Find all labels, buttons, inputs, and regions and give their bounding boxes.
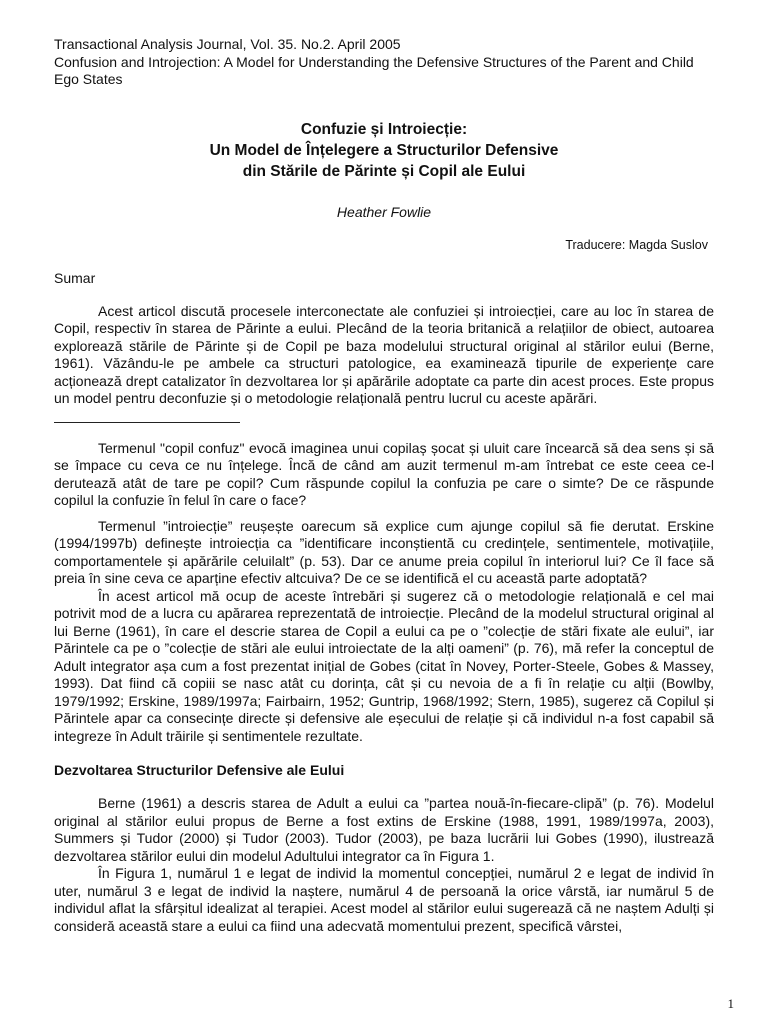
page-number: 1	[727, 996, 734, 1011]
english-title: Confusion and Introjection: A Model for Understanding the Defensive Structures of the Parent and Child Ego States	[54, 53, 694, 87]
author-name: Heather Fowlie	[336, 203, 432, 220]
body-paragraph-3: În acest articol mă ocup de aceste întrebări și sugerez că o metodologie relațională e cel mai potrivit mod de a lucra cu apărarea reprezentată de introiecție. Plecând de la modelul structural original al lui Berne (1961), în care el descrie starea de Copil a eului ca pe o ”colecție de stări fixate ale eului”, iar Părintele ca pe o ”colecție de stări ale eului introiectate de la alți oameni” (p. 76), mă refer la conceptul de Adult integrator așa cum a fost prezentat inițial de Gobes (citat în Novey, Porter-Steele, Gobes & Massey, 1993). Dat fiind că copiii se nasc atât cu dorința, cât și cu nevoia de a fi în relație cu alții (Bowlby, 1979/1992; Erskine, 1989/1997a; Fairbairn, 1952; Guntrip, 1968/1992; Stern, 1985), sugerez că Copilul și Părintele apar ca consecințe directe și defensive ale eșecului de relație și că individul n-a fost capabil să integreze în Adult trăirile și sentimentele rezultate.	[54, 587, 714, 744]
summary-heading: Sumar	[54, 269, 96, 286]
translator-credit: Traducere: Magda Suslov	[565, 237, 708, 252]
body-paragraph-1: Termenul "copil confuz" evocă imaginea unui copilaș șocat și uluit care încearcă să dea sens și să se împace cu ceva ce nu înțelege. Încă de când am auzit termenul m-am întrebat ce este ceea ce-l derutează atât de tare pe copil? Cum răspunde copilul la confuzia pe care o simte? De ce răspunde copilul la confuzie în felul în care o face?	[54, 439, 714, 508]
title-line-2: Un Model de Înțelegere a Structurilor Defensive	[209, 141, 559, 159]
section-heading: Dezvoltarea Structurilor Defensive ale Eului	[54, 762, 345, 778]
title-line-3: din Stările de Părinte și Copil ale Eului	[242, 162, 526, 180]
document-page	[54, 36, 714, 935]
summary-paragraph: Acest articol discută procesele interconectate ale confuziei și introiecției, care au loc în starea de Copil, respectiv în starea de Părinte a eului. Plecând de la teoria britanică a relațiilor de obiect, autoarea explorează stările de Părinte și de Copil pe baza modelului structural original al stărilor eului (Berne, 1961). Văzându-le pe ambele ca structuri patologice, ea examinează tipurile de experiențe care acționează drept catalizator în dezvoltarea lor și apărările adoptate ca parte din acest proces. Este propus un model pentru deconfuzie și o metodologie relațională pentru lucrul cu aceste apărări.	[54, 302, 714, 406]
journal-citation: Transactional Analysis Journal, Vol. 35. No.2. April 2005	[54, 36, 401, 52]
section-paragraph-2: În Figura 1, numărul 1 e legat de individ la momentul concepției, numărul 2 e legat de individ în uter, numărul 3 e legat de individ la naștere, numărul 4 de persoană la orice vârstă, iar numărul 5 de individul aflat la sfârșitul idealizat al terapiei. Acest model al stărilor eului sugerează că ne naștem Adulți și consideră această stare a eului ca fiind una adecvată momentului prezent, specifică vârstei,	[54, 865, 714, 934]
section-paragraph-1: Berne (1961) a descris starea de Adult a eului ca ”partea nouă-în-fiecare-clipă” (p. 76). Modelul original al stărilor eului propus de Berne a fost extins de Erskine (1988, 1991, 1989/1997a, 2003), Summers și Tudor (2000) și Tudor (2003). Tudor (2003), pe baza lucrării lui Gobes (1990), ilustrează dezvoltarea stărilor eului din modelul Adultului integrator ca în Figura 1.	[54, 795, 714, 864]
body-paragraph-2: Termenul ”introiecție” reușește oarecum să explice cum ajunge copilul să fie derutat. Erskine (1994/1997b) definește introiecția ca ”identificare inconștientă cu credințele, sentimentele, motivațiile, comportamentele și apărările celuilalt” (p. 53). Dar ce anume preia copilul în interiorul lui? Ce îl face să preia în sine ceva ce aparține efectiv altcuiva? De ce se identifică el cu această parte adoptată?	[54, 517, 714, 586]
title-line-1: Confuzie și Introiecție:	[300, 120, 468, 138]
article-title	[54, 119, 714, 182]
